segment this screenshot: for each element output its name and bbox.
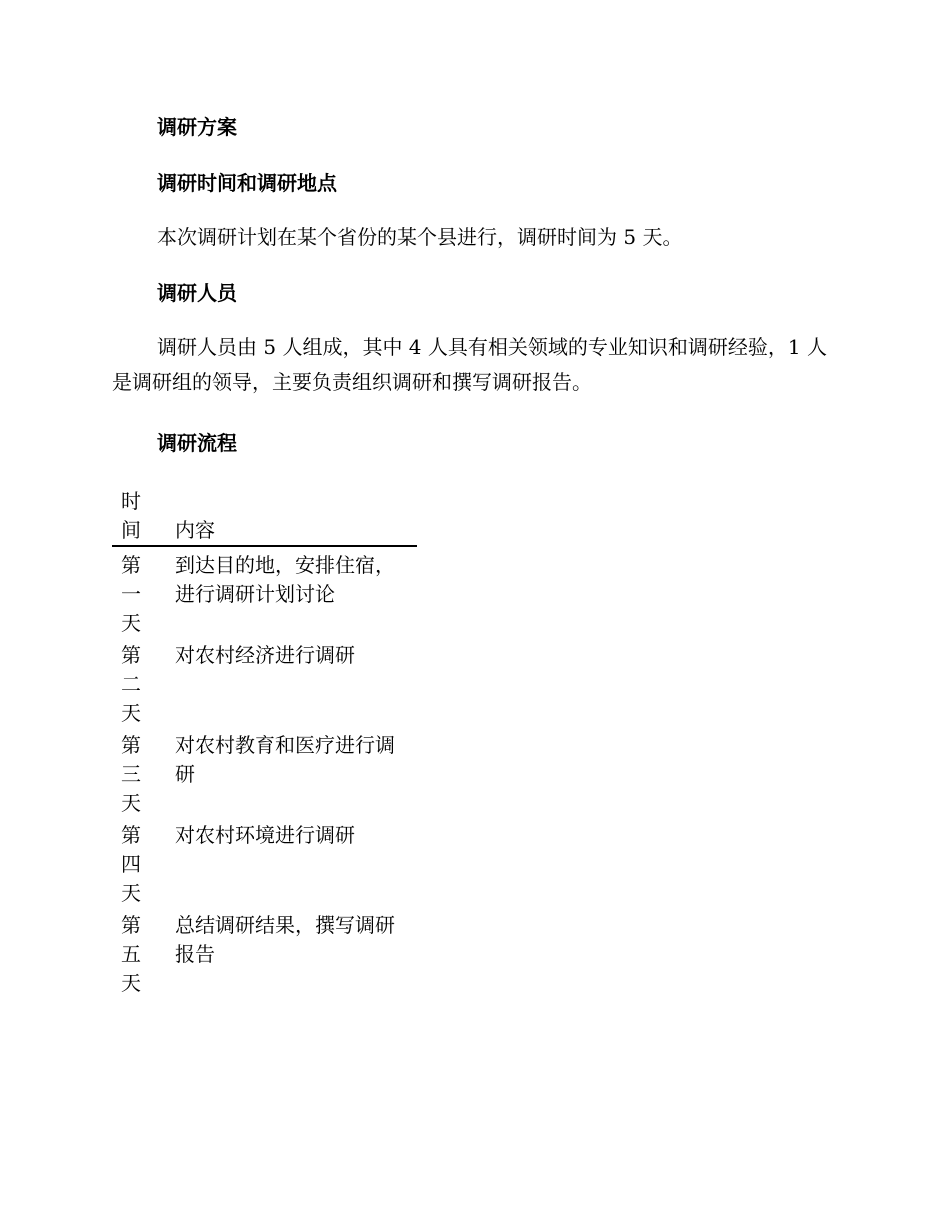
schedule-header-content: 内容: [175, 518, 215, 542]
schedule-row-day-3: [112, 727, 417, 817]
section-heading-process: 调研流程: [157, 431, 237, 455]
schedule-time-cell: 第一天: [121, 553, 141, 635]
schedule-header-time: 时间: [121, 489, 141, 542]
schedule-time-cell: 第三天: [121, 733, 141, 815]
schedule-row-day-1: [112, 547, 417, 637]
section-paragraph-personnel: 调研人员由 5 人组成，其中 4 人具有相关领域的专业知识和调研经验，1 人是调研组的领导，主要负责组织调研和撰写调研报告。: [112, 335, 827, 394]
schedule-content-cell: 对农村教育和医疗进行调研: [175, 733, 395, 786]
schedule-row-day-5: [112, 907, 417, 997]
schedule-content-cell: 对农村环境进行调研: [175, 823, 355, 847]
section-heading-time-location: 调研时间和调研地点: [157, 171, 337, 195]
section-heading-personnel: 调研人员: [157, 281, 237, 305]
schedule-table-header: [112, 486, 417, 547]
section-paragraph-time-location: 本次调研计划在某个省份的某个县进行，调研时间为 5 天。: [157, 225, 683, 249]
schedule-content-cell: 对农村经济进行调研: [175, 643, 355, 667]
schedule-row-day-4: [112, 817, 417, 907]
schedule-time-cell: 第二天: [121, 643, 141, 725]
schedule-content-cell: 总结调研结果，撰写调研报告: [175, 913, 395, 966]
schedule-time-cell: 第四天: [121, 823, 141, 905]
schedule-content-cell: 到达目的地，安排住宿，进行调研计划讨论: [175, 553, 395, 606]
schedule-row-day-2: [112, 637, 417, 727]
schedule-time-cell: 第五天: [121, 913, 141, 995]
document-title: 调研方案: [157, 115, 237, 139]
schedule-table: [112, 486, 417, 997]
